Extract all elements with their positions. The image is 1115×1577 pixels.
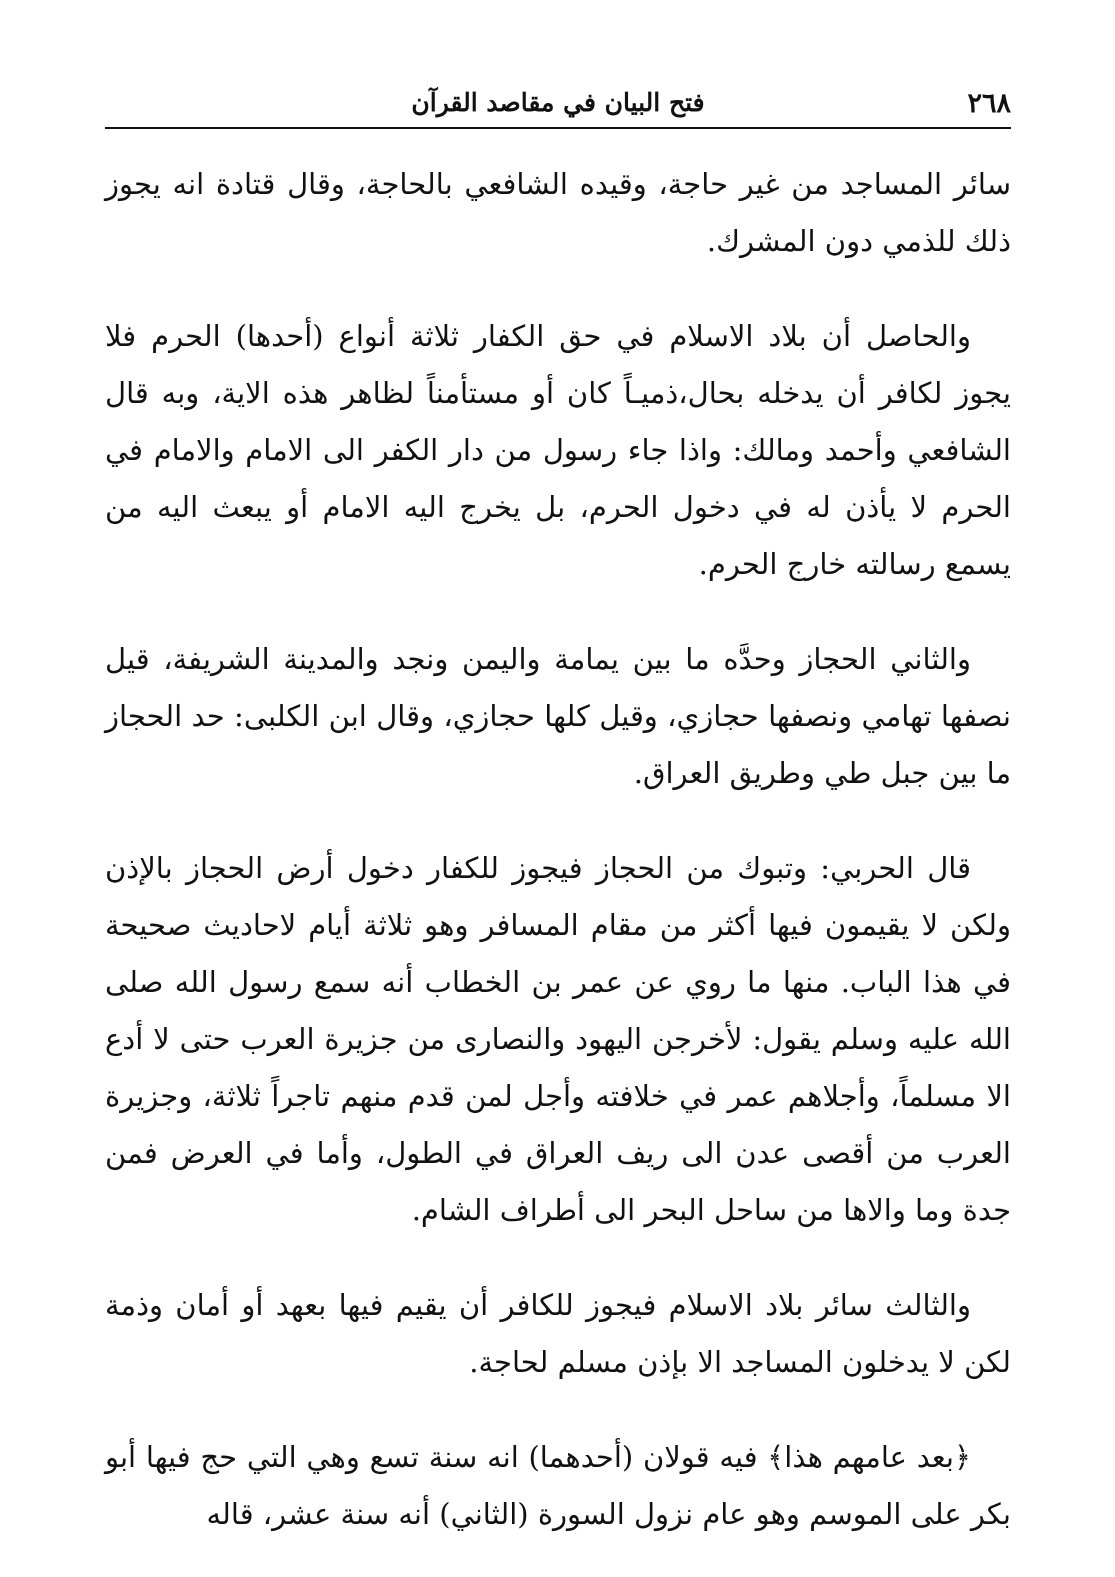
header-divider (105, 127, 1011, 129)
book-title: فتح البيان في مقاصد القرآن (411, 88, 705, 117)
paragraph-hijaz: والثاني الحجاز وحدَّه ما بين يمامة واليمن ونجد والمدينة الشريفة، قيل نصفها تهامي ونصفها حجازي، وقيل كلها حجازي، وقال ابن الكلبى: حد الحجاز ما بين جبل طي وطريق العراق. (105, 642, 1011, 790)
page-body (105, 156, 1011, 1543)
paragraph-third-kind: والثالث سائر بلاد الاسلام فيجوز للكافر أن يقيم فيها بعهد أو أمان وذمة لكن لا يدخلون المساجد الا بإذن مسلم لحاجة. (105, 1288, 1011, 1379)
running-header (105, 86, 1011, 126)
paragraph-three-kinds-haram: والحاصل أن بلاد الاسلام في حق الكفار ثلاثة أنواع (أحدها) الحرم فلا يجوز لكافر أن يدخله بحال،ذميـاً كان أو مستأمناً لظاهر هذه الاية، وبه قال الشافعي وأحمد ومالك: واذا جاء رسول من دار الكفر الى الامام والامام في الحرم لا يأذن له في دخول الحرم، بل يخرج اليه الامام أو يبعث اليه من يسمع رسالته خارج الحرم. (105, 319, 1011, 581)
page-number: ٢٦٨ (967, 88, 1011, 119)
paragraph-continuation: سائر المساجد من غير حاجة، وقيده الشافعي بالحاجة، وقال قتادة انه يجوز ذلك للذمي دون المشرك. (105, 167, 1011, 258)
paragraph-al-harbi: قال الحربي: وتبوك من الحجاز فيجوز للكفار دخول أرض الحجاز بالإذن ولكن لا يقيمون فيها أكثر من مقام المسافر وهو ثلاثة أيام لاحاديث صحيحة في هذا الباب. منها ما روي عن عمر بن الخطاب أنه سمع رسول الله صلى الله عليه وسلم يقول: لأخرجن اليهود والنصارى من جزيرة العرب حتى لا أدع الا مسلماً، وأجلاهم عمر في خلافته وأجل لمن قدم منهم تاجراً ثلاثة، وجزيرة العرب من أقصى عدن الى ريف العراق في الطول، وأما في العرض فمن جدة وما والاها من ساحل البحر الى أطراف الشام. (105, 851, 1011, 1227)
paragraph-verse-commentary: ﴿بعد عامهم هذا﴾ فيه قولان (أحدهما) انه سنة تسع وهي التي حج فيها أبو بكر على الموسم وهو عام نزول السورة (الثاني) أنه سنة عشر، قاله (105, 1440, 1011, 1531)
